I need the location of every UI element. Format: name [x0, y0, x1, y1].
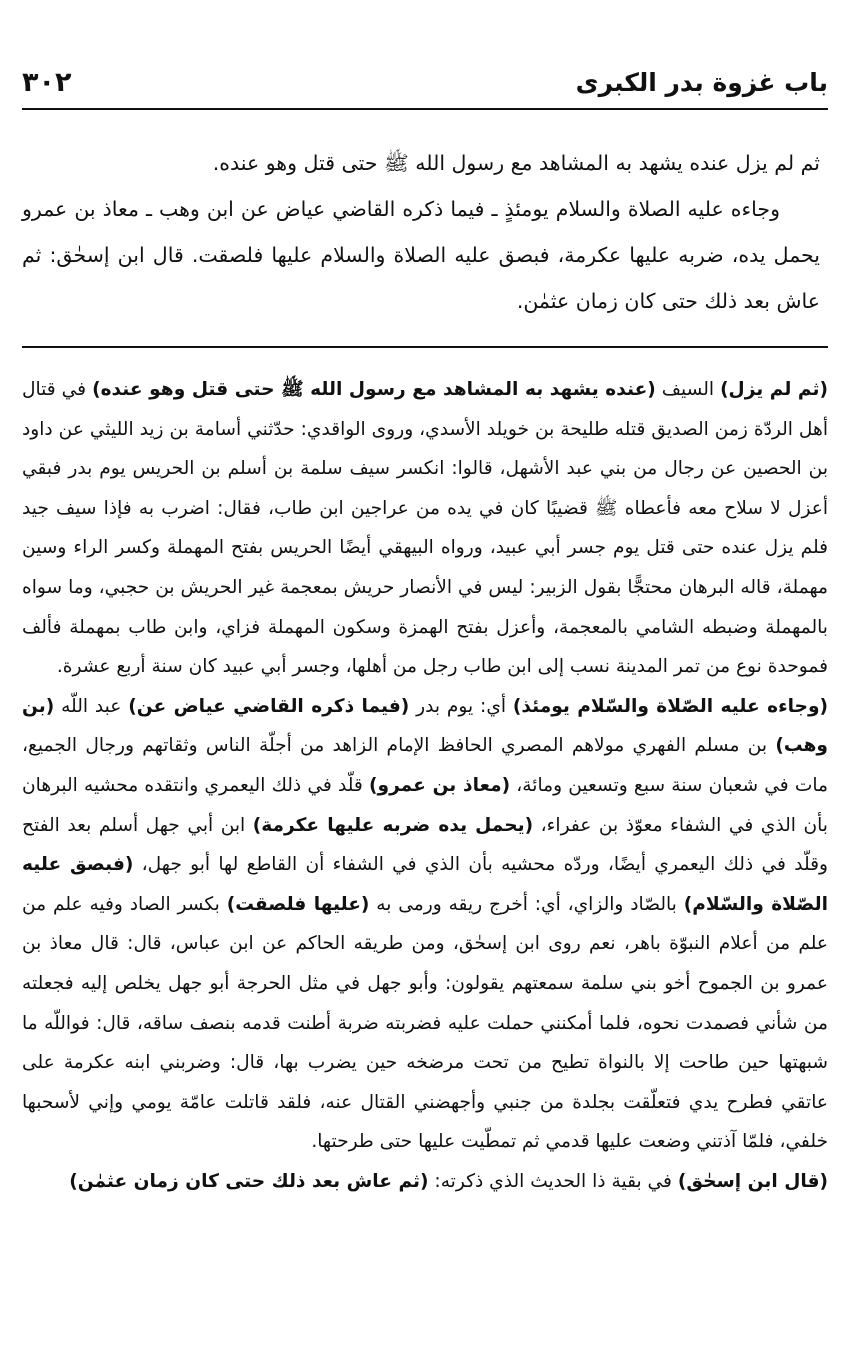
commentary-text: أي: يوم بدر	[409, 695, 513, 717]
commentary-text: في بقية ذا الحديث الذي ذكرته:	[428, 1170, 678, 1192]
commentary-paragraph-3	[22, 1162, 828, 1202]
lemma-quote: (فبصق عليه الصّلاة والسّلام)	[22, 854, 828, 915]
commentary-text: ابن أبي جهل أسلم بعد الفتح وقلّد في ذلك اليعمري أيضًا، وردّه محشيه بأن الذي في الشفاء أن القاطع لها أبو جهل،	[22, 814, 828, 876]
main-paragraph-1: ثم لم يزل عنده يشهد به المشاهد مع رسول الله ﷺ حتى قتل وهو عنده.	[212, 151, 820, 175]
lemma-quote: (قال ابن إسحٰق)	[677, 1170, 828, 1192]
commentary-text: بكسر الصاد وفيه علم من علم من أعلام النبوّة باهر، نعم روى ابن إسحٰق، ومن طريقه الحاكم عن ابن عباس، قال: قال معاذ بن عمرو بن الجموح أخو بني سلمة سمعتهم يقولون: وأبو جهل في مثل الحرجة أبو جهل يخلص إليه فجعلته من شأني فصمدت نحوه، فلما أمكنني حملت عليه فضربته ضربة أطنت قدمه بنصف ساقه، قال: فواللّه ما شبهتها حين طاحت إلا بالنواة تطيح من تحت مرضخه حين يضرب بها، قال: وضربني ابنه عكرمة على عاتقي فطرح يدي فتعلّقت بجلدة من جنبي وأجهضني القتال عنه، فلقد قاتلت عامّة يومي وإني لأسحبها خلفي، فلمّا آذتني وضعت عليها قدمي ثم تمطّيت عليها حتى طرحتها.	[22, 893, 828, 1153]
lemma-quote: (معاذ بن عمرو)	[369, 774, 511, 796]
lemma-quote: (ثم لم يزل)	[720, 379, 828, 400]
header-rule	[22, 108, 828, 110]
lemma-quote: (فيما ذكره القاضي عياض عن)	[128, 695, 410, 717]
lemma-quote: (عليها فلصقت)	[226, 893, 370, 915]
chapter-title: باب غزوة بدر الكبرى	[575, 67, 828, 97]
main-text	[22, 140, 820, 324]
commentary-text: في قتال أهل الردّة زمن الصديق قتله طليحة بن خويلد الأسدي، وروى الواقدي: حدّثني أسامة بن زيد الليثي عن داود بن الحصين عن رجال من بني عبد الأشهل، قالوا: انكسر سيف سلمة بن أسلم بن الحريس يوم بدر فبقي أعزل لا سلاح معه فأعطاه ﷺ قضيبًا كان في يده من عراجين ابن طاب، فقال: اضرب به فإذا سيف جيد فلم يزل عنده حتى قتل يوم جسر أبي عبيد، ورواه البيهقي أيضًا الحريس بفتح المهملة وكسر الراء وسين مهملة، قاله البرهان محتجًّا بقول الزبير: ليس في الأنصار حريش بمعجمة غير الحريش بن حجبي، وما سواه بالمهملة وضبطه الشامي بالمعجمة، وأعزل بفتح الهمزة وسكون المهملة فزاي، وابن طاب بمهملة فألف فموحدة نوع من تمر المدينة نسب إلى ابن طاب رجل من أهلها، وجسر أبي عبيد كان سنة أربع عشرة.	[22, 379, 828, 678]
commentary-text: عبد اللّه	[54, 695, 129, 717]
lemma-quote: (وجاءه عليه الصّلاة والسّلام يومئذ)	[512, 695, 829, 717]
commentary-paragraph-1	[22, 370, 828, 687]
commentary-text: بن مسلم الفهري مولاهم المصري الحافظ الإمام الزاهد من أجلّة الناس وثقاتهم ورجال الجميع، مات في شعبان سنة سبع وتسعين ومائة،	[22, 735, 828, 796]
page-header	[22, 62, 828, 102]
commentary-text: قلّد في ذلك اليعمري وانتقده محشيه البرهان بأن الذي في الشفاء معوّذ بن عفراء،	[22, 774, 828, 836]
lemma-quote: (ثم عاش بعد ذلك حتى كان زمان عثمٰن)	[69, 1170, 429, 1192]
lemma-quote: (عنده يشهد به المشاهد مع رسول الله ﷺ حتى قتل وهو عنده)	[92, 379, 656, 400]
commentary-paragraph-2	[22, 687, 828, 1162]
commentary-text: بالصّاد والزاي، أي: أخرج ريقه ورمى به	[369, 893, 684, 915]
lemma-quote: (بن وهب)	[22, 695, 828, 757]
page-number: ٣٠٢	[22, 66, 72, 98]
lemma-quote: (يحمل يده ضربه عليها عكرمة)	[252, 814, 534, 836]
commentary-divider	[22, 346, 828, 348]
commentary	[22, 370, 828, 1201]
main-paragraph-2: وجاءه عليه الصلاة والسلام يومئذٍ ـ فيما ذكره القاضي عياض عن ابن وهب ـ معاذ بن عمرو يحمل يده، ضربه عليها عكرمة، فبصق عليه الصلاة والسلام عليها فلصقت. قال ابن إسحٰق: ثم عاش بعد ذلك حتى كان زمان عثمٰن.	[22, 197, 820, 313]
commentary-text: السيف	[655, 379, 721, 400]
